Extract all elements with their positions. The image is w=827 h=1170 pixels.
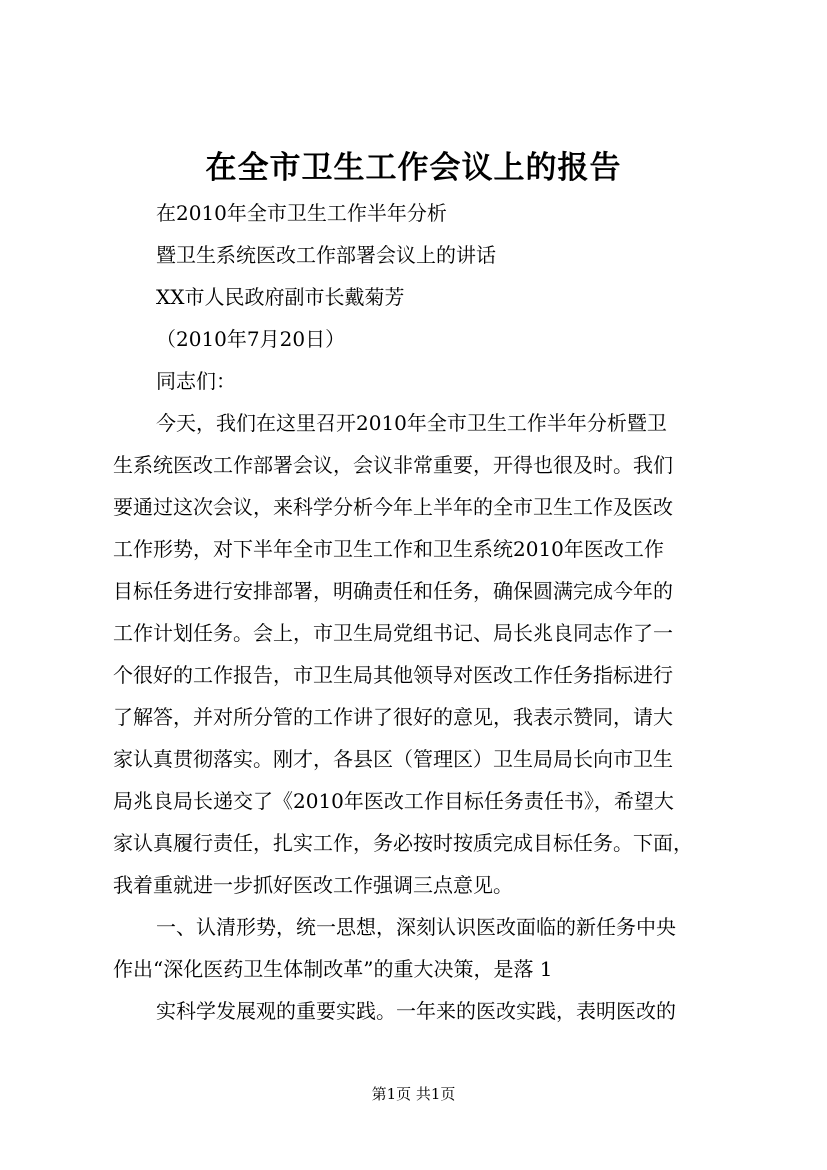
paragraph-line: 实科学发展观的重要实践。一年来的医改实践，表明医改的 <box>156 999 676 1023</box>
document-title: 在全市卫生工作会议上的报告 <box>205 150 622 186</box>
paragraph-line: 目标任务进行安排部署，明确责任和任务，确保圆满完成今年的 <box>113 579 673 603</box>
paragraph-line: 家认真履行责任，扎实工作，务必按时按质完成目标任务。下面， <box>113 831 693 855</box>
paragraph-line: 要通过这次会议，来科学分析今年上半年的全市卫生工作及医改 <box>113 495 673 519</box>
header-line-speech: 暨卫生系统医改工作部署会议上的讲话 <box>156 243 496 267</box>
section-heading-line: 一、认清形势，统一思想，深刻认识医改面临的新任务中央 <box>156 915 676 939</box>
paragraph-line: 个很好的工作报告，市卫生局其他领导对医改工作任务指标进行 <box>113 663 673 687</box>
paragraph-line: 局兆良局长递交了《2010年医改工作目标任务责任书》，希望大 <box>113 789 674 813</box>
header-line-meeting: 在2010年全市卫生工作半年分析 <box>156 201 447 225</box>
header-line-speaker: XX市人民政府副市长戴菊芳 <box>156 285 405 309</box>
paragraph-line: 今天，我们在这里召开2010年全市卫生工作半年分析暨卫 <box>156 411 667 435</box>
salutation: 同志们： <box>156 369 236 393</box>
paragraph-line: 了解答，并对所分管的工作讲了很好的意见，我表示赞同，请大 <box>113 705 673 729</box>
paragraph-line: 工作计划任务。会上，市卫生局党组书记、局长兆良同志作了一 <box>113 621 673 645</box>
page-footer: 第1页 共1页 <box>371 1085 456 1103</box>
paragraph-line: 我着重就进一步抓好医改工作强调三点意见。 <box>113 873 513 897</box>
paragraph-line: 生系统医改工作部署会议，会议非常重要，开得也很及时。我们 <box>113 453 673 477</box>
paragraph-line: 工作形势，对下半年全市卫生工作和卫生系统2010年医改工作 <box>113 537 664 561</box>
header-line-date: （2010年7月20日） <box>156 327 346 351</box>
paragraph-line: 作出“深化医药卫生体制改革”的重大决策，是落 1 <box>113 957 553 981</box>
paragraph-line: 家认真贯彻落实。刚才，各县区（管理区）卫生局局长向市卫生 <box>113 747 673 771</box>
